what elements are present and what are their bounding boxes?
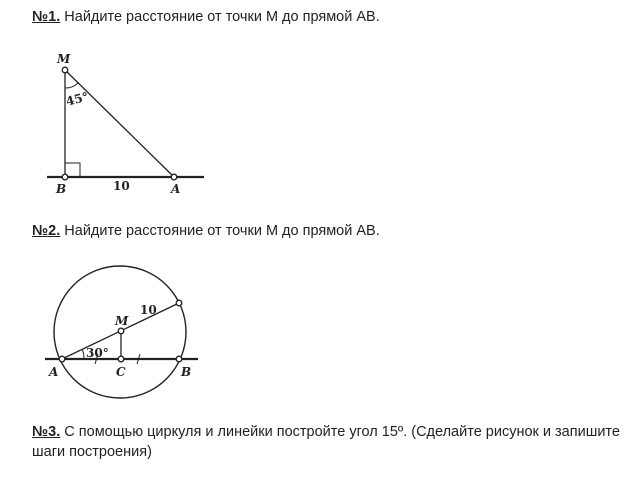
label-m-2: M [115, 314, 129, 328]
task-2-text: Найдите расстояние от точки М до прямой АВ. [60, 223, 380, 239]
label-b-1: B [56, 182, 67, 196]
task-3-text: С помощью циркуля и линейки постройте угол 15º. (Сделайте рисунок и запишите шаги построения) [32, 424, 620, 460]
task-2-number: №2. [32, 223, 61, 239]
figure-2 [45, 266, 198, 398]
point-end-2 [176, 300, 182, 306]
task-1-text: Найдите расстояние от точки М до прямой АВ. [60, 9, 380, 25]
label-m-1: M [57, 52, 71, 66]
point-m-2 [118, 328, 124, 334]
segment-ma-1 [65, 70, 174, 177]
label-a-2: A [49, 365, 59, 379]
segment-label-2: 10 [140, 303, 157, 317]
task-2 [32, 221, 380, 241]
label-a-1: A [171, 182, 181, 196]
task-3 [32, 422, 638, 462]
angle-arc-2 [82, 349, 84, 359]
label-c-2: C [116, 365, 126, 379]
point-c-2 [118, 356, 124, 362]
point-m-1 [62, 67, 68, 73]
point-a-2 [59, 356, 65, 362]
segment-label-1: 10 [113, 179, 130, 193]
angle-label-2: 30° [86, 346, 109, 360]
task-1-number: №1. [32, 9, 61, 25]
angle-arc-1 [65, 83, 78, 88]
angle-label-1: 45° [64, 89, 91, 109]
figure-1 [47, 52, 204, 196]
label-b-2: B [181, 365, 192, 379]
point-a-1 [171, 174, 177, 180]
point-b-2 [176, 356, 182, 362]
task-3-number: №3. [32, 424, 61, 440]
point-b-1 [62, 174, 68, 180]
